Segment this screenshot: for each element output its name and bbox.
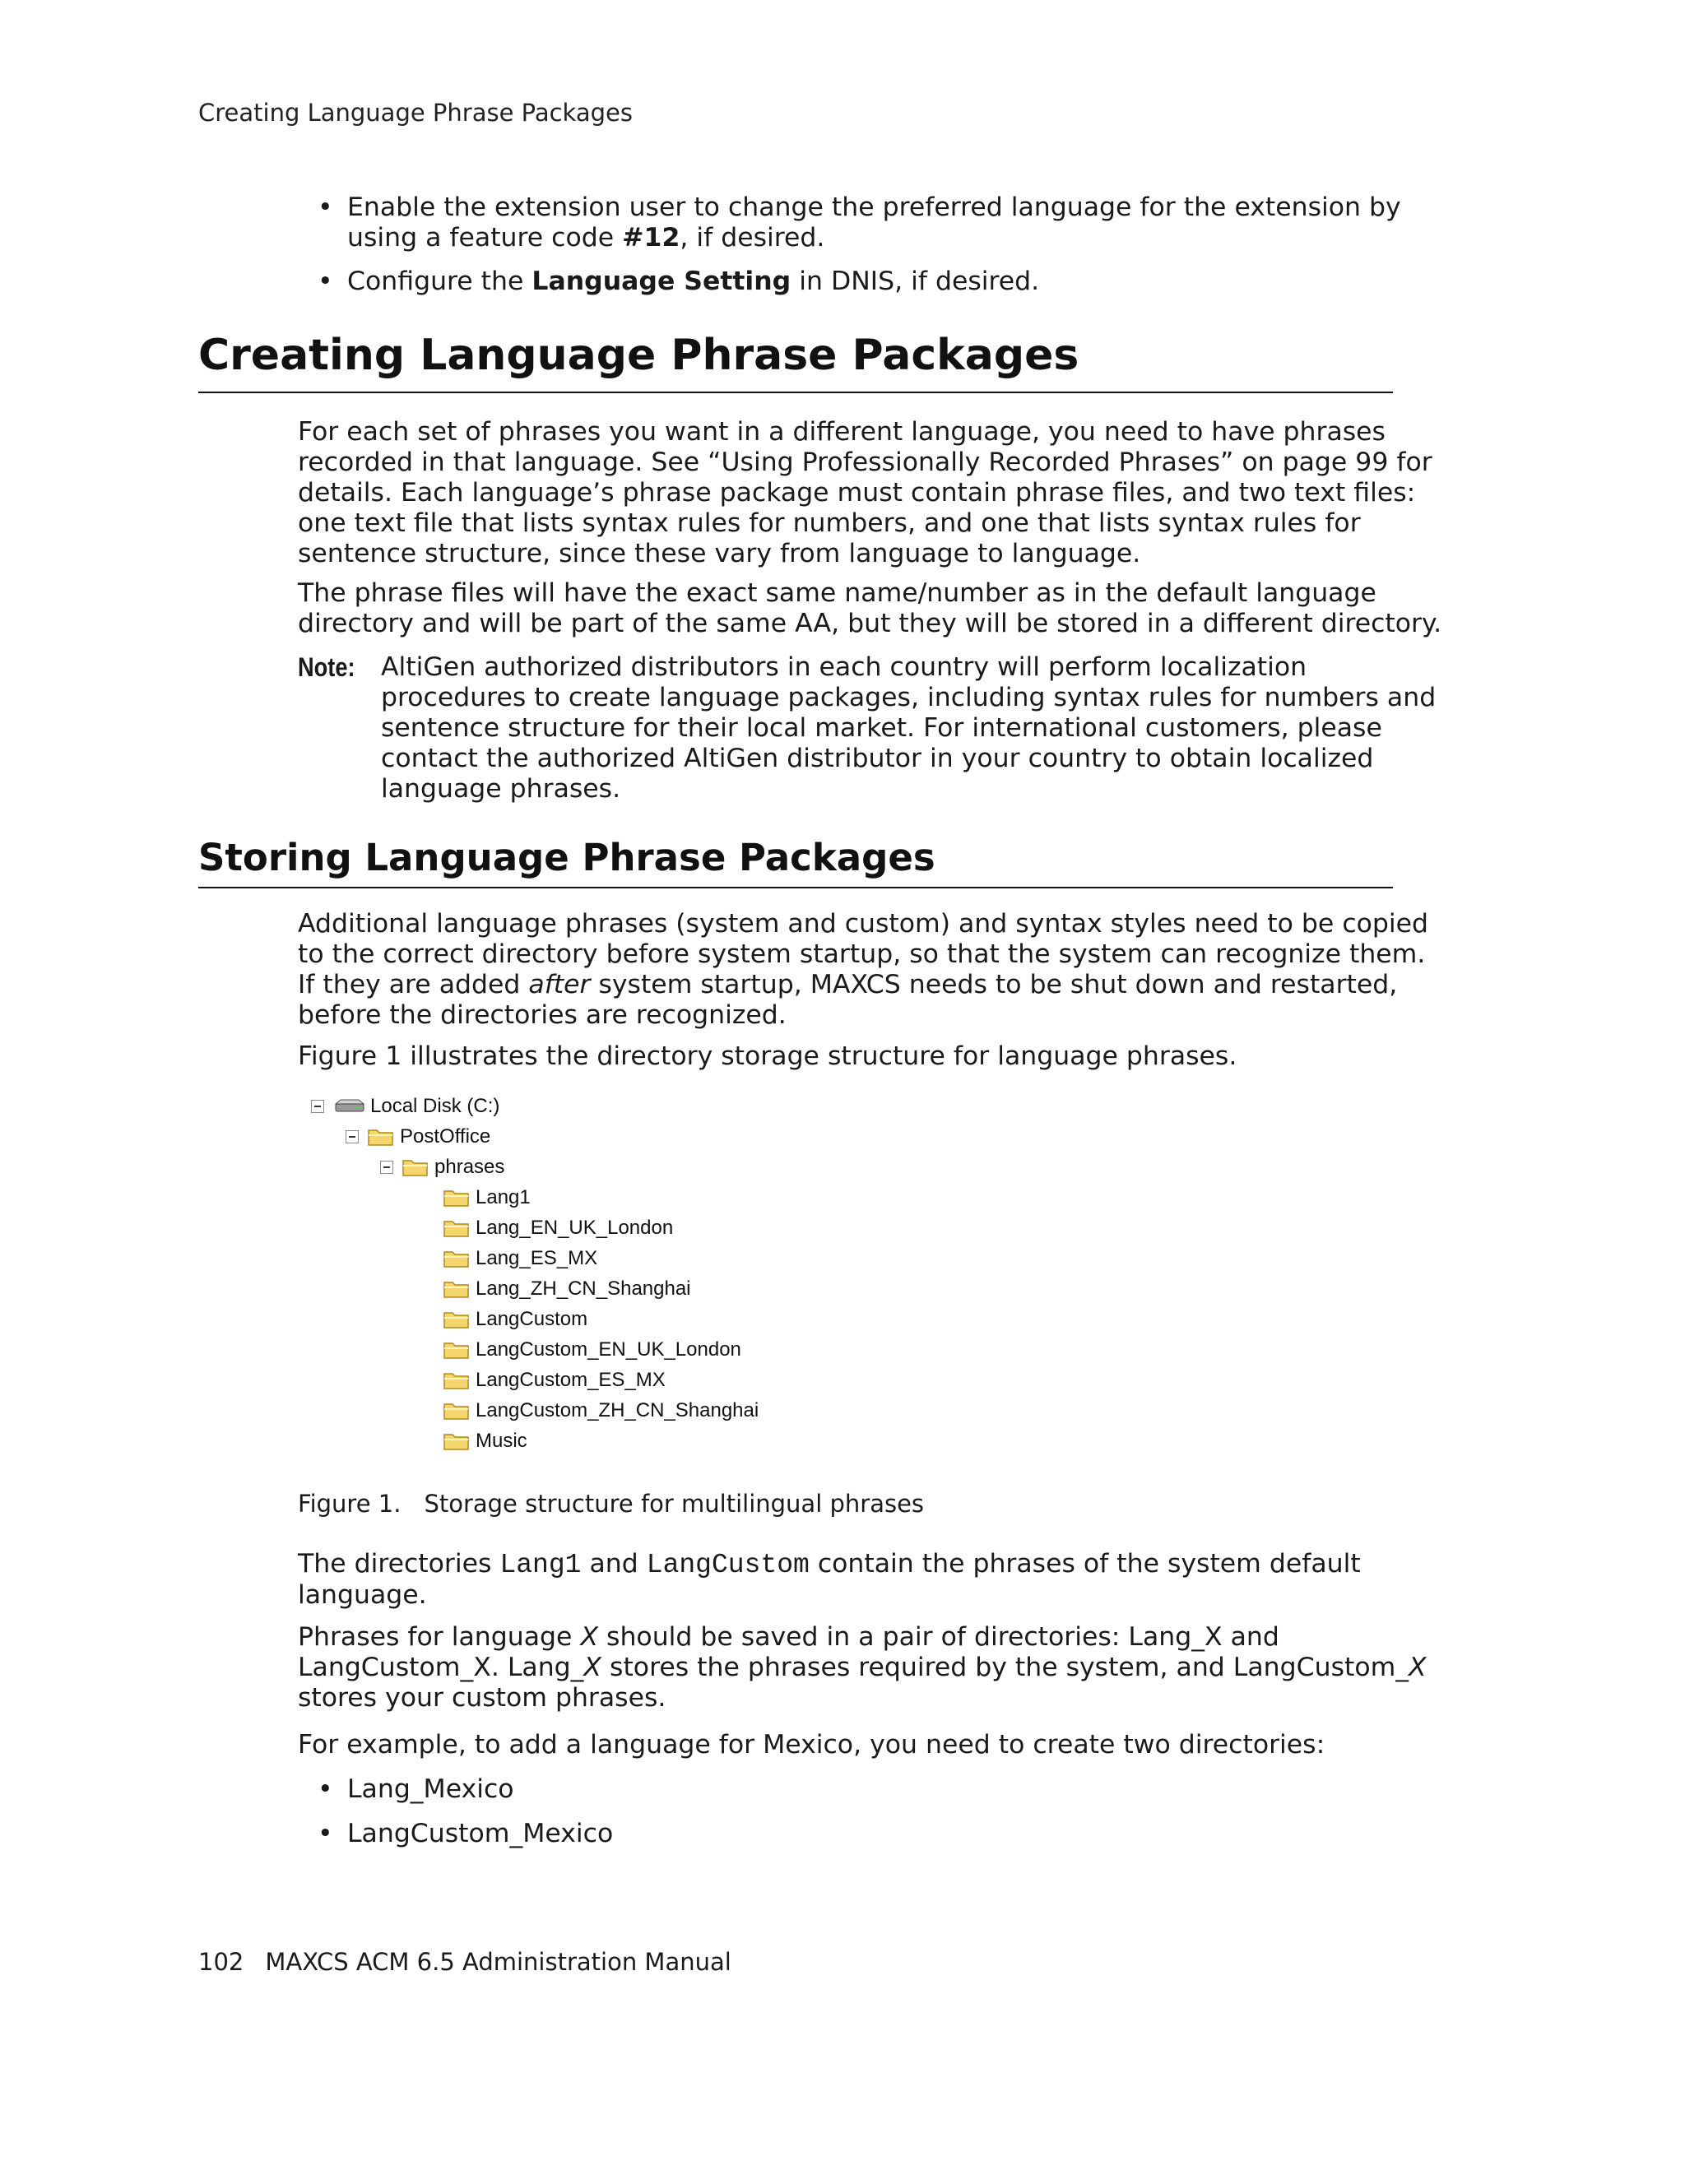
paragraph-storing: Additional language phrases (system and custom) and syntax styles need to be copied to the correct directory before system startup, so that the system can recognize them. If they are added after system startup, MAXCS needs to be shut down and restarted, before the directories are recognized. [298, 909, 1429, 1030]
heading-rule [198, 887, 1393, 888]
folder-icon [443, 1278, 471, 1300]
bullet-glyph: • [318, 192, 333, 222]
folder-icon [367, 1126, 395, 1148]
drive-icon [332, 1097, 365, 1116]
bullet-line: Enable the extension user to change the preferred language for the extension by [347, 192, 1401, 222]
paragraph-mexico-example: For example, to add a language for Mexico, you need to create two directories: [298, 1730, 1325, 1760]
tree-node-folder[interactable] [443, 1338, 741, 1362]
tree-label: LangCustom [476, 1308, 588, 1330]
section-heading: Creating Language Phrase Packages [198, 331, 1079, 380]
bullet-text: Lang_Mexico [347, 1774, 514, 1804]
feature-code: #12 [622, 223, 680, 253]
note-label: Note: [298, 652, 355, 682]
tree-node-postoffice[interactable] [346, 1124, 490, 1149]
figure-caption [298, 1490, 924, 1518]
tree-label: LangCustom_ZH_CN_Shanghai [476, 1399, 759, 1421]
tree-node-folder[interactable] [443, 1246, 597, 1271]
bullet-glyph: • [318, 1774, 333, 1804]
tree-label: PostOffice [400, 1125, 491, 1148]
collapse-icon[interactable] [346, 1130, 359, 1143]
tree-node-folder[interactable] [443, 1277, 691, 1301]
manual-title: MAXCS ACM 6.5 Administration Manual [265, 1948, 731, 1976]
bullet-item [318, 1774, 514, 1805]
collapse-icon[interactable] [311, 1100, 324, 1113]
bullet-glyph: • [318, 1819, 333, 1848]
paragraph-language-x: Phrases for language X should be saved in a pair of directories: Lang_X and LangCustom_X. Lang_X stores the phrases required by the system, and LangCustom_X stores your custom phrases. [298, 1622, 1427, 1713]
running-header: Creating Language Phrase Packages [198, 99, 633, 127]
tree-node-drive[interactable] [311, 1094, 499, 1119]
collapse-icon[interactable] [380, 1161, 393, 1174]
code-langcustom: LangCustom [646, 1550, 810, 1580]
folder-icon [443, 1370, 471, 1391]
tree-node-folder[interactable] [443, 1429, 527, 1454]
folder-icon [443, 1309, 471, 1330]
tree-label: Lang_ZH_CN_Shanghai [476, 1277, 691, 1300]
tree-label: Music [476, 1430, 527, 1452]
paragraph-phrase-files: The phrase files will have the exact same name/number as in the default language directory and will be part of the same AA, but they will be stored in a different directory. [298, 578, 1442, 638]
tree-node-folder[interactable] [443, 1368, 666, 1393]
tree-node-folder[interactable] [443, 1307, 587, 1332]
bullet-glyph: • [318, 267, 333, 296]
tree-label: Lang_EN_UK_London [476, 1217, 674, 1239]
page-footer [198, 1948, 731, 1976]
bullet-line: Configure the Language Setting in DNIS, if desired. [347, 267, 1040, 296]
tree-node-folder[interactable] [443, 1216, 673, 1240]
note-text: AltiGen authorized distributors in each country will perform localization procedures to create language packages, including syntax rules for numbers and sentence structure for their local market. For international customers, please contact the authorized AltiGen distributor in your country to obtain localized language phrases. [381, 652, 1437, 804]
emphasis-after: after [528, 970, 591, 999]
folder-icon [402, 1157, 429, 1178]
bullet-item [318, 192, 1401, 253]
bullet-text: LangCustom_Mexico [347, 1819, 614, 1848]
folder-icon [443, 1217, 471, 1239]
tree-node-folder[interactable] [443, 1185, 531, 1210]
tree-label: phrases [434, 1156, 505, 1178]
page-number: 102 [198, 1948, 244, 1976]
tree-label: Local Disk (C:) [370, 1095, 500, 1117]
folder-icon [443, 1430, 471, 1452]
paragraph-figure-ref: Figure 1 illustrates the directory storage structure for language phrases. [298, 1041, 1237, 1071]
folder-icon [443, 1248, 471, 1269]
tree-node-phrases[interactable] [380, 1155, 504, 1180]
tree-label: LangCustom_ES_MX [476, 1369, 666, 1391]
folder-icon [443, 1187, 471, 1208]
tree-label: Lang_ES_MX [476, 1247, 598, 1269]
figure-number: Figure 1. [298, 1490, 402, 1518]
figure-title: Storage structure for multilingual phrases [424, 1490, 925, 1518]
folder-icon [443, 1400, 471, 1421]
bullet-item [318, 1819, 614, 1849]
tree-label: LangCustom_EN_UK_London [476, 1338, 741, 1361]
paragraph-intro: For each set of phrases you want in a different language, you need to have phrases recorded in that language. See “Using Professionally Recorded Phrases” on page 99 for details. Each language’s phrase package must contain phrase files, and two text files: one text file that lists syntax rules for numbers, and one that lists syntax rules for sentence structure, since these vary from language to language. [298, 417, 1432, 568]
paragraph-default-dirs: The directories Lang1 and LangCustom contain the phrases of the system default language. [298, 1549, 1361, 1610]
setting-name: Language Setting [531, 267, 791, 296]
tree-label: Lang1 [476, 1186, 531, 1208]
tree-node-folder[interactable] [443, 1398, 759, 1423]
folder-icon [443, 1339, 471, 1361]
bullet-line: using a feature code #12, if desired. [347, 223, 825, 253]
code-lang1: Lang1 [499, 1550, 582, 1580]
bullet-item [318, 267, 1040, 297]
heading-rule [198, 392, 1393, 393]
subsection-heading: Storing Language Phrase Packages [198, 836, 935, 879]
